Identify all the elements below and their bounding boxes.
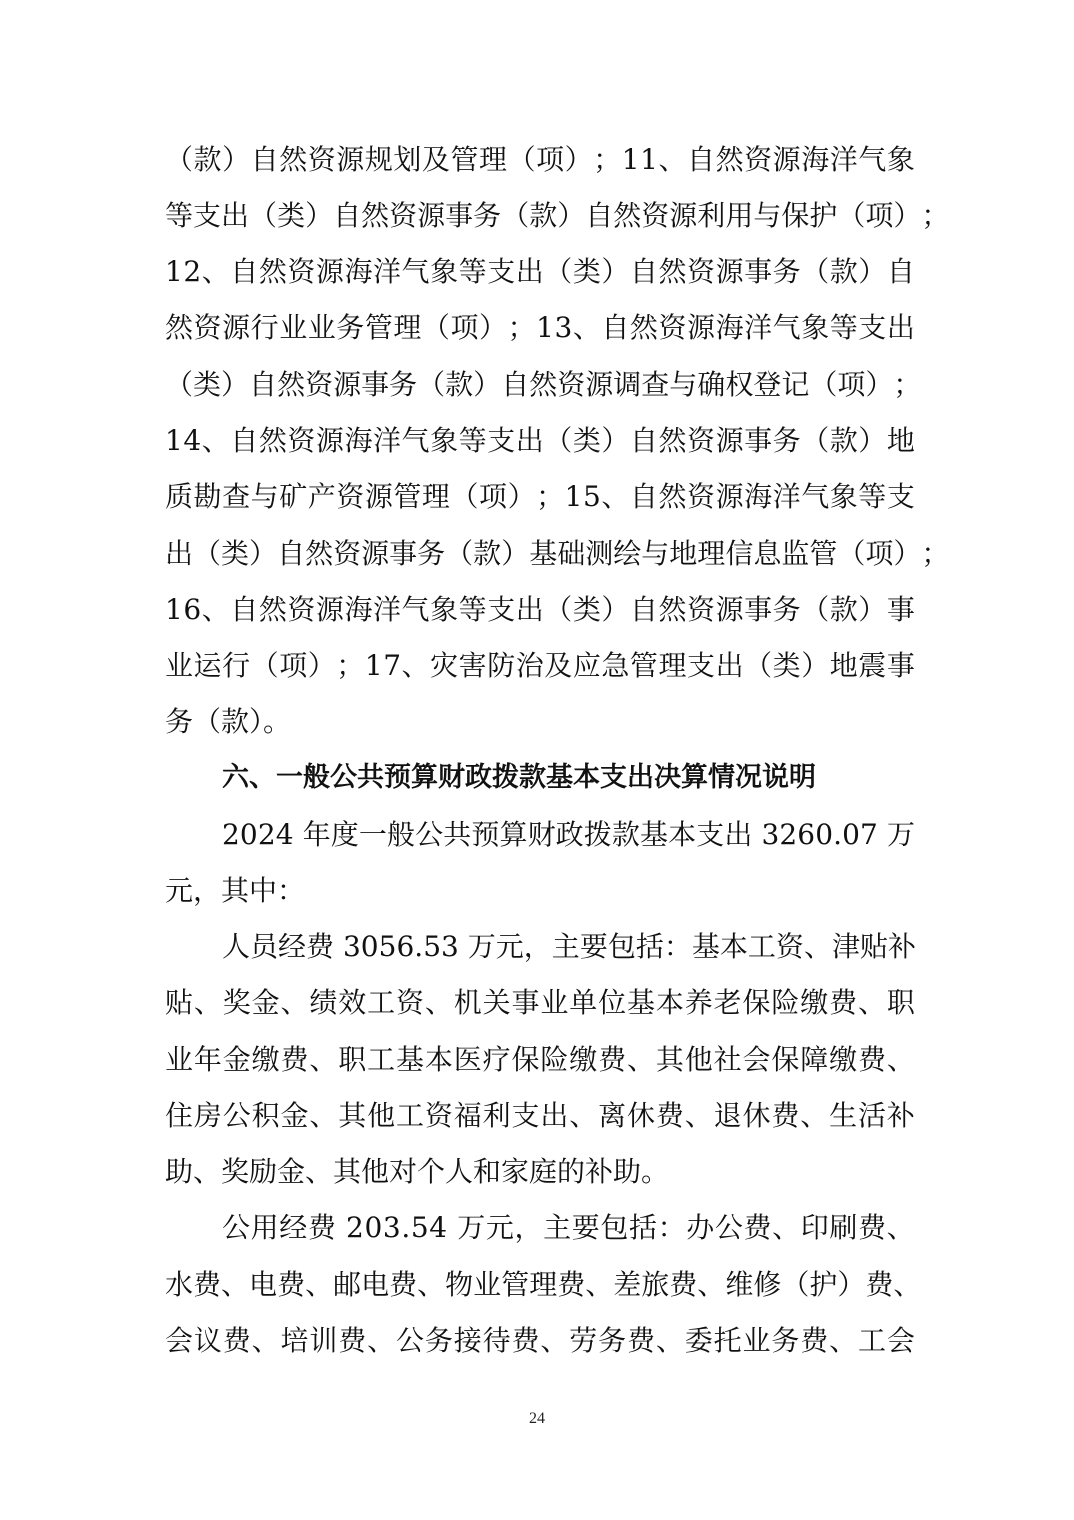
text-line: 贴 、 奖 金 、 绩 效 工 资 、 机 关 事 业 单 位 基 本 养 老 保 险 缴 费 、 职 [165,986,915,1019]
text-line: 1 2 、 自 然 资 源 海 洋 气 象 等 支 出 （ 类 ） 自 然 资 源 事 务 （ 款 ） 自 [165,255,915,288]
text-line: 业 年 金 缴 费 、 职 工 基 本 医 疗 保 险 缴 费 、 其 他 社 会 保 障 缴 费 、 [165,1043,915,1076]
text-line: 1 6 、 自 然 资 源 海 洋 气 象 等 支 出 （ 类 ） 自 然 资 源 事 务 （ 款 ） 事 [165,593,915,626]
text-line: 会 议 费 、 培 训 费 、 公 务 接 待 费 、 劳 务 费 、 委 托 业 务 费 、 工 会 [165,1324,915,1357]
text-line: 住 房 公 积 金 、 其 他 工 资 福 利 支 出 、 离 休 费 、 退 休 费 、 生 活 补 [165,1099,915,1132]
text-line: 然 资 源 行 业 业 务 管 理 （ 项 ） ； 1 3 、 自 然 资 源 海 洋 气 象 等 支 出 [165,311,915,344]
paragraph-first-line: 2 0 2 4 年 度 一 般 公 共 预 算 财 政 拨 款 基 本 支 出 3 2 6 0 . 0 7 万 [222,818,915,851]
text-line: 质 勘 查 与 矿 产 资 源 管 理 （ 项 ） ； 1 5 、 自 然 资 源 海 洋 气 象 等 支 [165,480,915,513]
text-line: （ 款 ） 自 然 资 源 规 划 及 管 理 （ 项 ） ； 1 1 、 自 然 资 源 海 洋 气 象 [165,143,915,176]
text-line: 水 费 、 电 费 、 邮 电 费 、 物 业 管 理 费 、 差 旅 费 、 维 修 （ 护 ） 费 、 [165,1268,922,1301]
paragraph-first-line: 公 用 经 费 2 0 3 . 5 4 万 元 ， 主 要 包 括 ： 办 公 费 、 印 刷 费 、 [222,1211,915,1244]
text-line: 出 （ 类 ） 自 然 资 源 事 务 （ 款 ） 基 础 测 绘 与 地 理 信 息 监 管 （ 项 ） ； [165,537,950,570]
text-line: 务（款）。 [165,705,292,738]
text-line: 助、奖励金、其他对个人和家庭的补助。 [165,1155,670,1188]
text-line: 业 运 行 （ 项 ） ； 1 7 、 灾 害 防 治 及 应 急 管 理 支 出 （ 类 ） 地 震 事 [165,649,915,682]
text-line: 1 4 、 自 然 资 源 海 洋 气 象 等 支 出 （ 类 ） 自 然 资 源 事 务 （ 款 ） 地 [165,424,915,457]
text-line: （ 类 ） 自 然 资 源 事 务 （ 款 ） 自 然 资 源 调 查 与 确 权 登 记 （ 项 ） ； [165,368,922,401]
text-line: 元，其中： [165,874,306,907]
page-number: 24 [529,1410,545,1427]
section-heading: 六、一般公共预算财政拨款基本支出决算情况说明 [222,762,816,793]
paragraph-first-line: 人 员 经 费 3 0 5 6 . 5 3 万 元 ， 主 要 包 括 ： 基 本 工 资 、 津 贴 补 [222,930,916,963]
text-line: 等 支 出 （ 类 ） 自 然 资 源 事 务 （ 款 ） 自 然 资 源 利 用 与 保 护 （ 项 ） ； [165,199,950,232]
